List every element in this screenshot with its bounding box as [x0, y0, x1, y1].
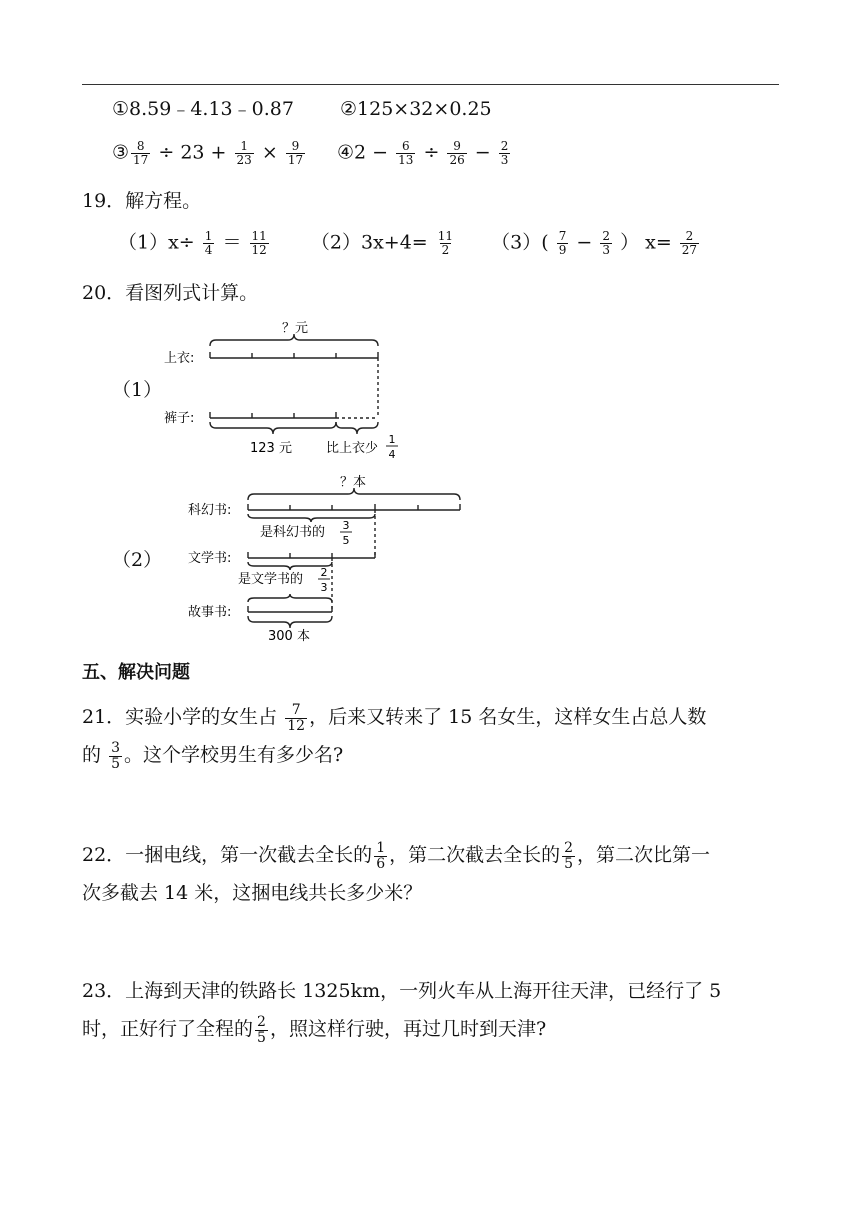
diagram-1	[150, 312, 450, 462]
row-label-shirt: 上衣:	[164, 351, 195, 366]
row-label-pants: 裤子:	[164, 411, 195, 426]
q22-text-a: 22．一捆电线，第一次截去全长的	[82, 844, 373, 866]
calc-item-3	[112, 140, 307, 167]
q23-text-a: 23．上海到天津的铁路长 1325km，一列火车从上海开往天津，已经行了 5	[82, 980, 722, 1002]
operator: −	[474, 141, 491, 164]
fraction: $\frac{1}{6}$	[376, 839, 386, 872]
diagram1-label: （1）	[112, 379, 163, 401]
frac-den: 5	[342, 534, 350, 547]
row-label-story: 故事书:	[188, 605, 232, 620]
frac-num: 1	[388, 433, 396, 446]
top-label: ？元	[282, 321, 309, 336]
item-label: ④2 −	[337, 141, 389, 164]
q19-title: 19．解方程。	[82, 190, 202, 212]
bottom-brace-left	[210, 422, 336, 434]
q22-text-c: ，第二次比第一	[577, 844, 711, 866]
frac-den: 3	[320, 581, 328, 594]
q20-title: 20．看图列式计算。	[82, 282, 259, 304]
fraction: $\frac{8}{17}$	[133, 139, 149, 167]
eq3-tail: ） x=	[620, 231, 672, 254]
calc-item-4	[337, 140, 512, 167]
eq2-text: （2）3x+4=	[310, 231, 428, 254]
frac-den: 4	[388, 448, 396, 461]
diagram-2	[180, 468, 480, 648]
equals-sign: ＝	[222, 231, 242, 254]
row-label-scifi: 科幻书:	[188, 503, 232, 518]
diagram2-label: （2）	[112, 549, 163, 571]
row-label-literature: 文学书:	[188, 551, 232, 566]
fraction: $\frac{2}{3}$	[602, 229, 611, 257]
note-literature: 是文学书的	[238, 572, 304, 587]
bottom-right-label: 比上衣少	[326, 441, 379, 456]
fraction: $\frac{1}{23}$	[236, 139, 252, 167]
item-label: ③	[112, 141, 130, 164]
top-label: ？本	[340, 475, 367, 490]
fraction: $\frac{1}{4}$	[204, 229, 213, 257]
q21-text-c: 的	[82, 744, 102, 766]
bottom-left-label: 123 元	[250, 441, 292, 456]
q22-text-b: ，第二次截去全长的	[389, 844, 561, 866]
fraction: $\frac{2}{5}$	[564, 839, 574, 872]
fraction: $\frac{7}{9}$	[558, 229, 567, 257]
fraction: $\frac{7}{12}$	[287, 701, 306, 734]
q21	[82, 698, 782, 774]
fraction: $\frac{2}{27}$	[681, 229, 698, 257]
top-rule	[82, 84, 779, 85]
bottom-label: 300 本	[268, 629, 310, 644]
calc-item-2: ②125×32×0.25	[340, 98, 492, 120]
q21-text-b: ，后来又转来了 15 名女生，这样女生占总人数	[309, 706, 707, 728]
fraction: $\frac{9}{17}$	[287, 139, 304, 167]
q22	[82, 836, 782, 912]
operator: ÷ 23 +	[158, 141, 227, 164]
calc-item-1: ①8.59﹣4.13﹣0.87	[112, 98, 294, 120]
operator: −	[576, 231, 593, 254]
q19-equations	[118, 230, 701, 257]
fraction: $\frac{9}{26}$	[449, 139, 465, 167]
section-heading: 五、解决问题	[82, 662, 190, 683]
bottom-brace	[248, 616, 332, 628]
fraction: $\frac{11}{12}$	[251, 229, 267, 257]
operator: ×	[261, 141, 278, 164]
q23	[82, 972, 782, 1048]
q21-text-d: 。这个学校男生有多少名?	[123, 744, 344, 766]
eq1-text: （1）x÷	[118, 231, 195, 254]
q23-text-b: 时，正好行了全程的	[82, 1018, 254, 1040]
q23-text-c: ，照这样行驶，再过几时到天津?	[269, 1018, 547, 1040]
frac-num: 2	[320, 566, 328, 579]
note-scifi: 是科幻书的	[260, 525, 326, 540]
fraction: $\frac{2}{5}$	[257, 1013, 266, 1046]
fraction: $\frac{11}{2}$	[437, 229, 454, 257]
q21-text-a: 21．实验小学的女生占	[82, 706, 278, 728]
q22-text-d: 次多截去 14 米，这捆电线共长多少米？	[82, 882, 423, 904]
operator: ÷	[423, 141, 440, 164]
fraction: $\frac{3}{5}$	[111, 739, 120, 772]
eq3-text: （3）(	[491, 231, 549, 254]
bottom-brace-right	[336, 422, 378, 434]
frac-num: 3	[342, 519, 350, 532]
fraction: $\frac{2}{3}$	[500, 139, 509, 167]
fraction: $\frac{6}{13}$	[398, 139, 414, 167]
